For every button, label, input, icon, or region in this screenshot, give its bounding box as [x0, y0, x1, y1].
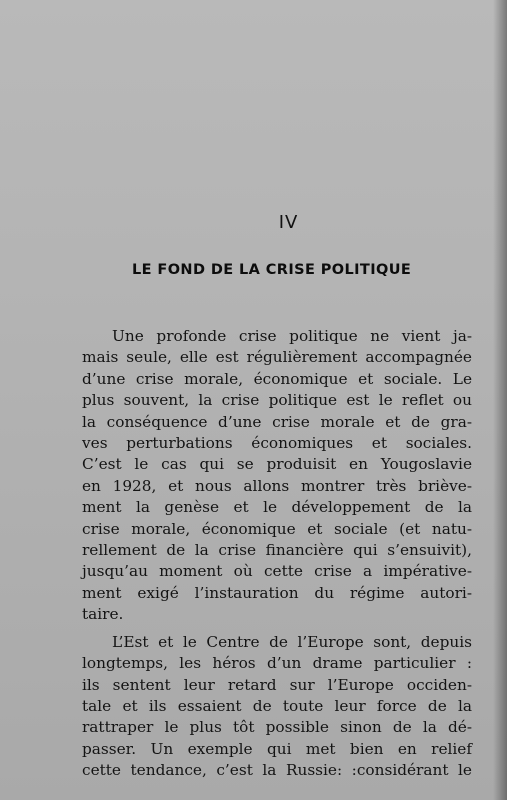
- text-line: crise morale, économique et sociale (et natu-: [82, 519, 472, 538]
- text-line: longtemps, les héros d’un drame particulier :: [82, 654, 472, 673]
- chapter-title: LE FOND DE LA CRISE POLITIQUE: [132, 262, 412, 278]
- text-line: rellement de la crise financière qui s’ensuivit),: [82, 541, 472, 560]
- text-line: ment exigé l’instauration du régime autori-: [82, 583, 472, 602]
- text-line: L’Est et le Centre de l’Europe sont, depuis: [112, 632, 472, 651]
- text-line: ils sentent leur retard sur l’Europe occiden-: [82, 675, 472, 694]
- text-line: d’une crise morale, économique et sociale. Le: [82, 369, 472, 388]
- text-line: ment la genèse et le développement de la: [82, 498, 472, 517]
- text-line: rattraper le plus tôt possible sinon de la dé-: [82, 718, 472, 737]
- text-line: C’est le cas qui se produisit en Yougoslavie: [82, 455, 472, 474]
- page-edge-shadow: [493, 0, 507, 800]
- text-line: cette tendance, c’est la Russie: :considérant le: [82, 761, 472, 780]
- text-line: jusqu’au moment où cette crise a impérative-: [82, 562, 472, 581]
- text-line: tale et ils essaient de toute leur force de la: [82, 696, 472, 715]
- text-line: mais seule, elle est régulièrement accompagnée: [82, 348, 472, 367]
- text-line: ves perturbations économiques et sociales.: [82, 434, 472, 453]
- text-line: en 1928, et nous allons montrer très briève-: [82, 476, 472, 495]
- text-line: Une profonde crise politique ne vient ja-: [112, 327, 472, 345]
- text-line: plus souvent, la crise politique est le reflet ou: [82, 391, 472, 410]
- chapter-body: [82, 326, 472, 782]
- text-line: taire.: [82, 605, 124, 624]
- paragraph-2: [82, 632, 472, 782]
- paragraph-1: [82, 326, 472, 626]
- text-line: la conséquence d’une crise morale et de gra-: [82, 412, 472, 431]
- text-line: passer. Un exemple qui met bien en relief: [82, 739, 472, 758]
- chapter-number: IV: [278, 212, 299, 233]
